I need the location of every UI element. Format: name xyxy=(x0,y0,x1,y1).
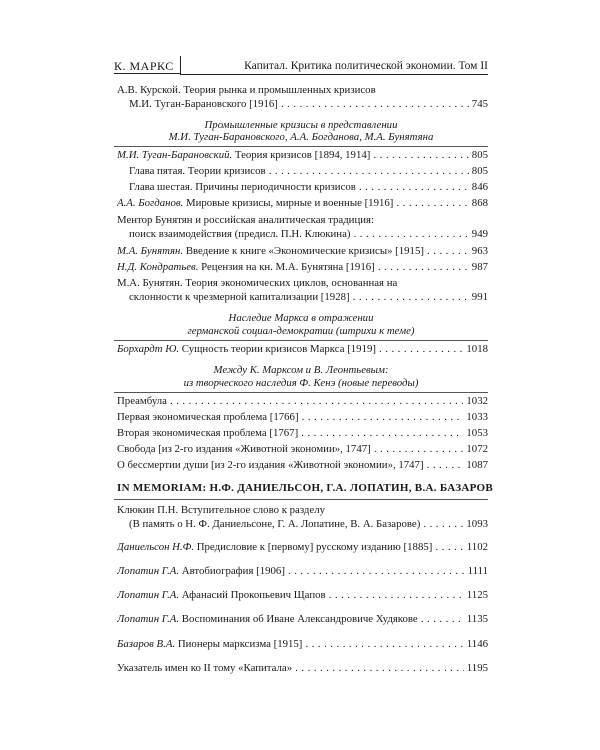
toc-entry-author: Базаров В.А. xyxy=(117,638,176,650)
toc-entry-page: 846 xyxy=(469,180,488,194)
header-title: Капитал. Критика политической экономии. Том II xyxy=(244,60,488,72)
toc-entry-page: 1018 xyxy=(463,342,488,356)
toc-entry[interactable] xyxy=(117,540,488,554)
toc-entry-author: Клюкин П.Н. xyxy=(117,504,179,516)
toc-entry-title: Преамбула xyxy=(117,395,167,407)
memoriam-heading: IN MEMORIAM: Н.Ф. ДАНИЕЛЬСОН, Г.А. ЛОПАТИН, В.А. БАЗАРОВ xyxy=(117,482,494,494)
toc-entry-page: 1125 xyxy=(464,588,488,602)
toc-entry[interactable] xyxy=(129,97,488,111)
header-rule xyxy=(180,74,488,75)
toc-entry[interactable] xyxy=(117,458,488,472)
section-rule xyxy=(114,340,488,341)
toc-entry[interactable] xyxy=(129,180,488,194)
toc-entry-title: Указатель имен ко II тому «Капитала» xyxy=(117,662,293,674)
toc-entry[interactable] xyxy=(117,148,488,162)
toc-entry-page: 963 xyxy=(469,244,488,258)
toc-entry-author: Н.Д. Кондратьев. xyxy=(117,261,199,273)
toc-entry[interactable] xyxy=(117,426,488,440)
toc-entry-line xyxy=(117,213,374,227)
toc-entry-title: Теория кризисов [1894, 1914] xyxy=(234,149,371,161)
toc-entry-author: М.И. Туган-Барановский. xyxy=(117,149,233,161)
toc-entry-title-cont: склонности к чрезмерной капитализации [1928] xyxy=(129,291,350,303)
toc-entry-title: Глава пятая. Теории кризисов xyxy=(129,165,266,177)
toc-entry-page: 805 xyxy=(469,148,488,162)
toc-entry-title: Вступительное слово к разделу xyxy=(180,504,325,516)
toc-entry-title-cont: (В память о Н. Ф. Даниельсоне, Г. А. Лопатине, В. А. Базарове) xyxy=(129,518,421,530)
toc-entry-author: М.А. Бунятян. xyxy=(117,277,183,289)
toc-entry-page: 1033 xyxy=(463,410,488,424)
section-rule xyxy=(114,146,488,147)
toc-entry-title: Мировые кризисы, мирные и военные [1916] xyxy=(185,197,394,209)
section-heading: М.И. Туган-Барановского, А.А. Богданова, М.А. Бунятяна xyxy=(168,131,434,143)
toc-entry-title: Автобиография [1906] xyxy=(181,565,285,577)
section-rule xyxy=(114,499,488,500)
toc-entry[interactable] xyxy=(117,588,488,602)
toc-entry-title: Ментор Бунятян и российская аналитическая традиция: xyxy=(117,214,374,226)
toc-entry[interactable] xyxy=(117,661,488,675)
toc-entry[interactable] xyxy=(117,442,488,456)
toc-entry-page: 1146 xyxy=(464,637,488,651)
toc-entry-page: 987 xyxy=(469,260,488,274)
toc-entry-title: Рецензия на кн. М.А. Бунятяна [1916] xyxy=(201,261,375,273)
toc-entry-title: О бессмертии души [из 2-го издания «Животной экономии», 1747] xyxy=(117,459,424,471)
toc-entry[interactable] xyxy=(117,244,488,258)
toc-entry[interactable] xyxy=(117,342,488,356)
toc-entry-line xyxy=(117,503,325,517)
toc-entry-page: 991 xyxy=(469,290,488,304)
toc-entry-page: 949 xyxy=(469,227,488,241)
toc-entry[interactable] xyxy=(117,612,488,626)
section-heading: Наследие Маркса в отражении xyxy=(228,312,374,324)
header-divider xyxy=(180,56,181,75)
section-heading: из творческого наследия Ф. Кенэ (новые переводы) xyxy=(183,377,419,389)
toc-entry-page: 1195 xyxy=(464,661,488,675)
toc-entry-page: 1111 xyxy=(465,564,488,578)
toc-entry-page: 1093 xyxy=(463,517,488,531)
toc-entry-author: А.В. Курской. xyxy=(117,84,181,96)
toc-entry[interactable] xyxy=(129,290,488,304)
toc-entry[interactable] xyxy=(117,564,488,578)
toc-entry-title: Теория экономических циклов, основанная на xyxy=(185,277,398,289)
toc-entry-page: 1102 xyxy=(464,540,488,554)
toc-entry-author: Лопатин Г.А. xyxy=(117,613,180,625)
toc-entry-author: А.А. Богданов. xyxy=(117,197,184,209)
toc-entry-page: 745 xyxy=(469,97,488,111)
toc-entry-title: Предисловие к [первому] русскому изданию [1885] xyxy=(196,541,433,553)
toc-entry-page: 805 xyxy=(469,164,488,178)
toc-entry-author: Даниельсон Н.Ф. xyxy=(117,541,195,553)
section-rule xyxy=(114,392,488,393)
toc-entry[interactable] xyxy=(117,394,488,408)
section-heading: Между К. Марксом и В. Леонтьевым: xyxy=(213,364,389,376)
toc-entry-author: М.А. Бунятян. xyxy=(117,245,184,257)
toc-entry-title-cont: М.И. Туган-Барановского [1916] xyxy=(129,98,278,110)
section-heading: Промышленные кризисы в представлении xyxy=(204,119,398,131)
toc-entry-title: Пионеры марксизма [1915] xyxy=(177,638,303,650)
toc-entry-line xyxy=(117,276,397,290)
toc-entry-title: Воспоминания об Иване Александровиче Худякове xyxy=(181,613,418,625)
toc-entry-page: 1135 xyxy=(464,612,488,626)
toc-entry-title: Свобода [из 2-го издания «Животной экономии», 1747] xyxy=(117,443,371,455)
header-author: К. МАРКС xyxy=(114,58,180,74)
toc-entry-title: Сущность теории кризисов Маркса [1919] xyxy=(181,343,376,355)
toc-entry-page: 1032 xyxy=(463,394,488,408)
toc-entry-author: Лопатин Г.А. xyxy=(117,565,180,577)
toc-entry-title: Теория рынка и промышленных кризисов xyxy=(183,84,376,96)
toc-entry-line xyxy=(117,83,376,97)
toc-entry[interactable] xyxy=(117,260,488,274)
toc-entry-page: 1087 xyxy=(463,458,488,472)
toc-entry[interactable] xyxy=(117,637,488,651)
toc-entry[interactable] xyxy=(129,517,488,531)
toc-entry[interactable] xyxy=(117,410,488,424)
toc-entry-page: 1053 xyxy=(463,426,488,440)
toc-entry-page: 1072 xyxy=(463,442,488,456)
toc-entry-title: Вторая экономическая проблема [1767] xyxy=(117,427,299,439)
toc-entry-title-cont: поиск взаимодействия (предисл. П.Н. Клюкина) xyxy=(129,228,351,240)
toc-entry-title: Афанасий Прокопьевич Щапов xyxy=(181,589,326,601)
section-heading: германской социал-демократии (штрихи к теме) xyxy=(187,325,415,337)
toc-entry[interactable] xyxy=(129,164,488,178)
toc-entry-author: Борхардт Ю. xyxy=(117,343,180,355)
toc-entry[interactable] xyxy=(129,227,488,241)
running-header xyxy=(114,58,488,76)
toc-entry-title: Введение к книге «Экономические кризисы» [1915] xyxy=(185,245,424,257)
toc-entry-title: Глава шестая. Причины периодичности кризисов xyxy=(129,181,356,193)
toc-entry[interactable] xyxy=(117,196,488,210)
toc-entry-author: Лопатин Г.А. xyxy=(117,589,180,601)
toc-entry-page: 868 xyxy=(469,196,488,210)
toc-entry-title: Первая экономическая проблема [1766] xyxy=(117,411,299,423)
